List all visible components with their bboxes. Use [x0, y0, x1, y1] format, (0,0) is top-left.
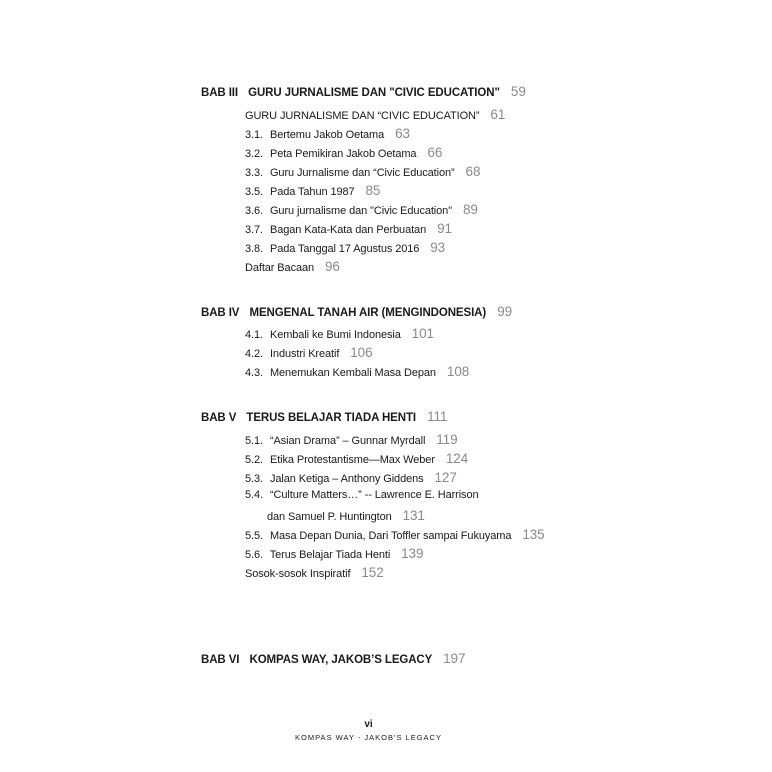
chapter-page-number: 111 [427, 409, 448, 424]
entry-page-number: 89 [462, 202, 478, 217]
toc-entry [245, 451, 468, 466]
entry-text: “Asian Drama” – Gunnar Myrdall [269, 435, 426, 447]
entry-page-number: 139 [401, 546, 424, 561]
section-number: 3.7. [245, 224, 263, 236]
chapter-heading [201, 84, 526, 99]
toc-entry-continuation [267, 508, 425, 523]
section-number: 3.2. [245, 148, 263, 160]
toc-entry [245, 546, 423, 561]
section-number: 5.6. [245, 549, 263, 561]
toc-entry [245, 489, 479, 501]
entry-page-number: 124 [445, 451, 469, 466]
toc-entry [245, 202, 478, 217]
entry-page-number: 66 [427, 145, 443, 160]
toc-entry [245, 345, 373, 360]
entry-page-number: 119 [436, 432, 458, 447]
entry-text: Bagan Kata-Kata dan Perbuatan [269, 224, 427, 236]
chapter-label: BAB III [201, 87, 238, 99]
entry-text: Industri Kreatif [269, 348, 340, 360]
page-folio: vi [364, 719, 373, 730]
section-number: 5.2. [245, 454, 263, 466]
chapter-label: BAB V [201, 412, 237, 424]
toc-entry [245, 259, 340, 274]
section-number: 3.5. [245, 186, 263, 198]
toc-entry [245, 364, 469, 379]
entry-text: Masa Depan Dunia, Dari Toffler sampai Fukuyama [269, 530, 512, 542]
toc-entry [245, 326, 434, 341]
entry-page-number: 85 [365, 183, 381, 198]
chapter-label: BAB IV [201, 307, 240, 319]
entry-page-number: 93 [430, 240, 446, 255]
entry-text: Bertemu Jakob Oetama [269, 129, 385, 141]
section-number: 3.6. [245, 205, 263, 217]
entry-page-number: 135 [522, 527, 545, 542]
toc-entry [245, 221, 452, 236]
entry-page-number: 106 [350, 345, 373, 360]
entry-text: Menemukan Kembali Masa Depan [269, 367, 436, 379]
toc-entry [245, 470, 457, 485]
entry-text: Guru Jurnalisme dan “Civic Education” [269, 167, 455, 179]
chapter-heading [201, 304, 512, 319]
entry-text: Kembali ke Bumi Indonesia [269, 329, 401, 341]
section-number: 4.3. [245, 367, 263, 379]
entry-text: Pada Tahun 1987 [269, 186, 355, 198]
entry-text: Daftar Bacaan [245, 262, 315, 274]
entry-text: dan Samuel P. Huntington [267, 511, 392, 523]
chapter-page-number: 197 [443, 651, 466, 666]
section-number: 3.8. [245, 243, 263, 255]
entry-text: Jalan Ketiga – Anthony Giddens [269, 473, 424, 485]
section-number: 4.1. [245, 329, 263, 341]
entry-page-number: 127 [434, 470, 457, 485]
chapter-label: BAB VI [201, 654, 240, 666]
chapter-title: GURU JURNALISME DAN "CIVIC EDUCATION" [248, 87, 500, 99]
section-number: 4.2. [245, 348, 263, 360]
entry-text: GURU JURNALISME DAN “CIVIC EDUCATION” [245, 110, 480, 122]
section-number: 5.4. [245, 489, 263, 501]
toc-entry [245, 240, 445, 255]
chapter-title: MENGENAL TANAH AIR (MENGINDONESIA) [249, 307, 487, 319]
toc-entry [245, 126, 410, 141]
section-number: 5.5. [245, 530, 263, 542]
entry-page-number: 63 [395, 126, 410, 141]
entry-text: Etika Protestantisme—Max Weber [269, 454, 435, 466]
toc-entry [245, 527, 545, 542]
chapter-page-number: 99 [497, 304, 513, 319]
toc-entry [245, 432, 458, 447]
entry-text: Sosok-sosok Inspiratif [245, 568, 351, 580]
entry-page-number: 91 [437, 221, 452, 236]
entry-page-number: 96 [325, 259, 340, 274]
entry-page-number: 68 [465, 164, 481, 179]
section-number: 5.3. [245, 473, 263, 485]
entry-page-number: 61 [490, 107, 506, 122]
entry-text: Peta Pemikiran Jakob Oetama [269, 148, 417, 160]
chapter-heading [201, 651, 465, 666]
running-title: KOMPAS WAY - JAKOB'S LEGACY [295, 733, 442, 742]
section-number: 5.1. [245, 435, 263, 447]
section-number: 3.3. [245, 167, 263, 179]
toc-entry [245, 145, 442, 160]
entry-text: Guru jurnalisme dan "Civic Education" [269, 205, 452, 217]
toc-entry [245, 164, 480, 179]
toc-entry [245, 565, 384, 580]
chapter-heading [201, 409, 447, 424]
entry-page-number: 101 [411, 326, 434, 341]
toc-entry [245, 183, 380, 198]
toc-entry [245, 107, 505, 122]
entry-text: “Culture Matters…” -- Lawrence E. Harrison [269, 489, 479, 501]
entry-page-number: 131 [402, 508, 425, 523]
entry-page-number: 152 [361, 565, 384, 580]
entry-page-number: 108 [446, 364, 470, 379]
entry-text: Terus Belajar Tiada Henti [269, 549, 391, 561]
chapter-page-number: 59 [510, 84, 526, 99]
chapter-title: KOMPAS WAY, JAKOB’S LEGACY [249, 654, 433, 666]
entry-text: Pada Tanggal 17 Agustus 2016 [269, 243, 420, 255]
chapter-title: TERUS BELAJAR TIADA HENTI [246, 412, 416, 424]
section-number: 3.1. [245, 129, 263, 141]
